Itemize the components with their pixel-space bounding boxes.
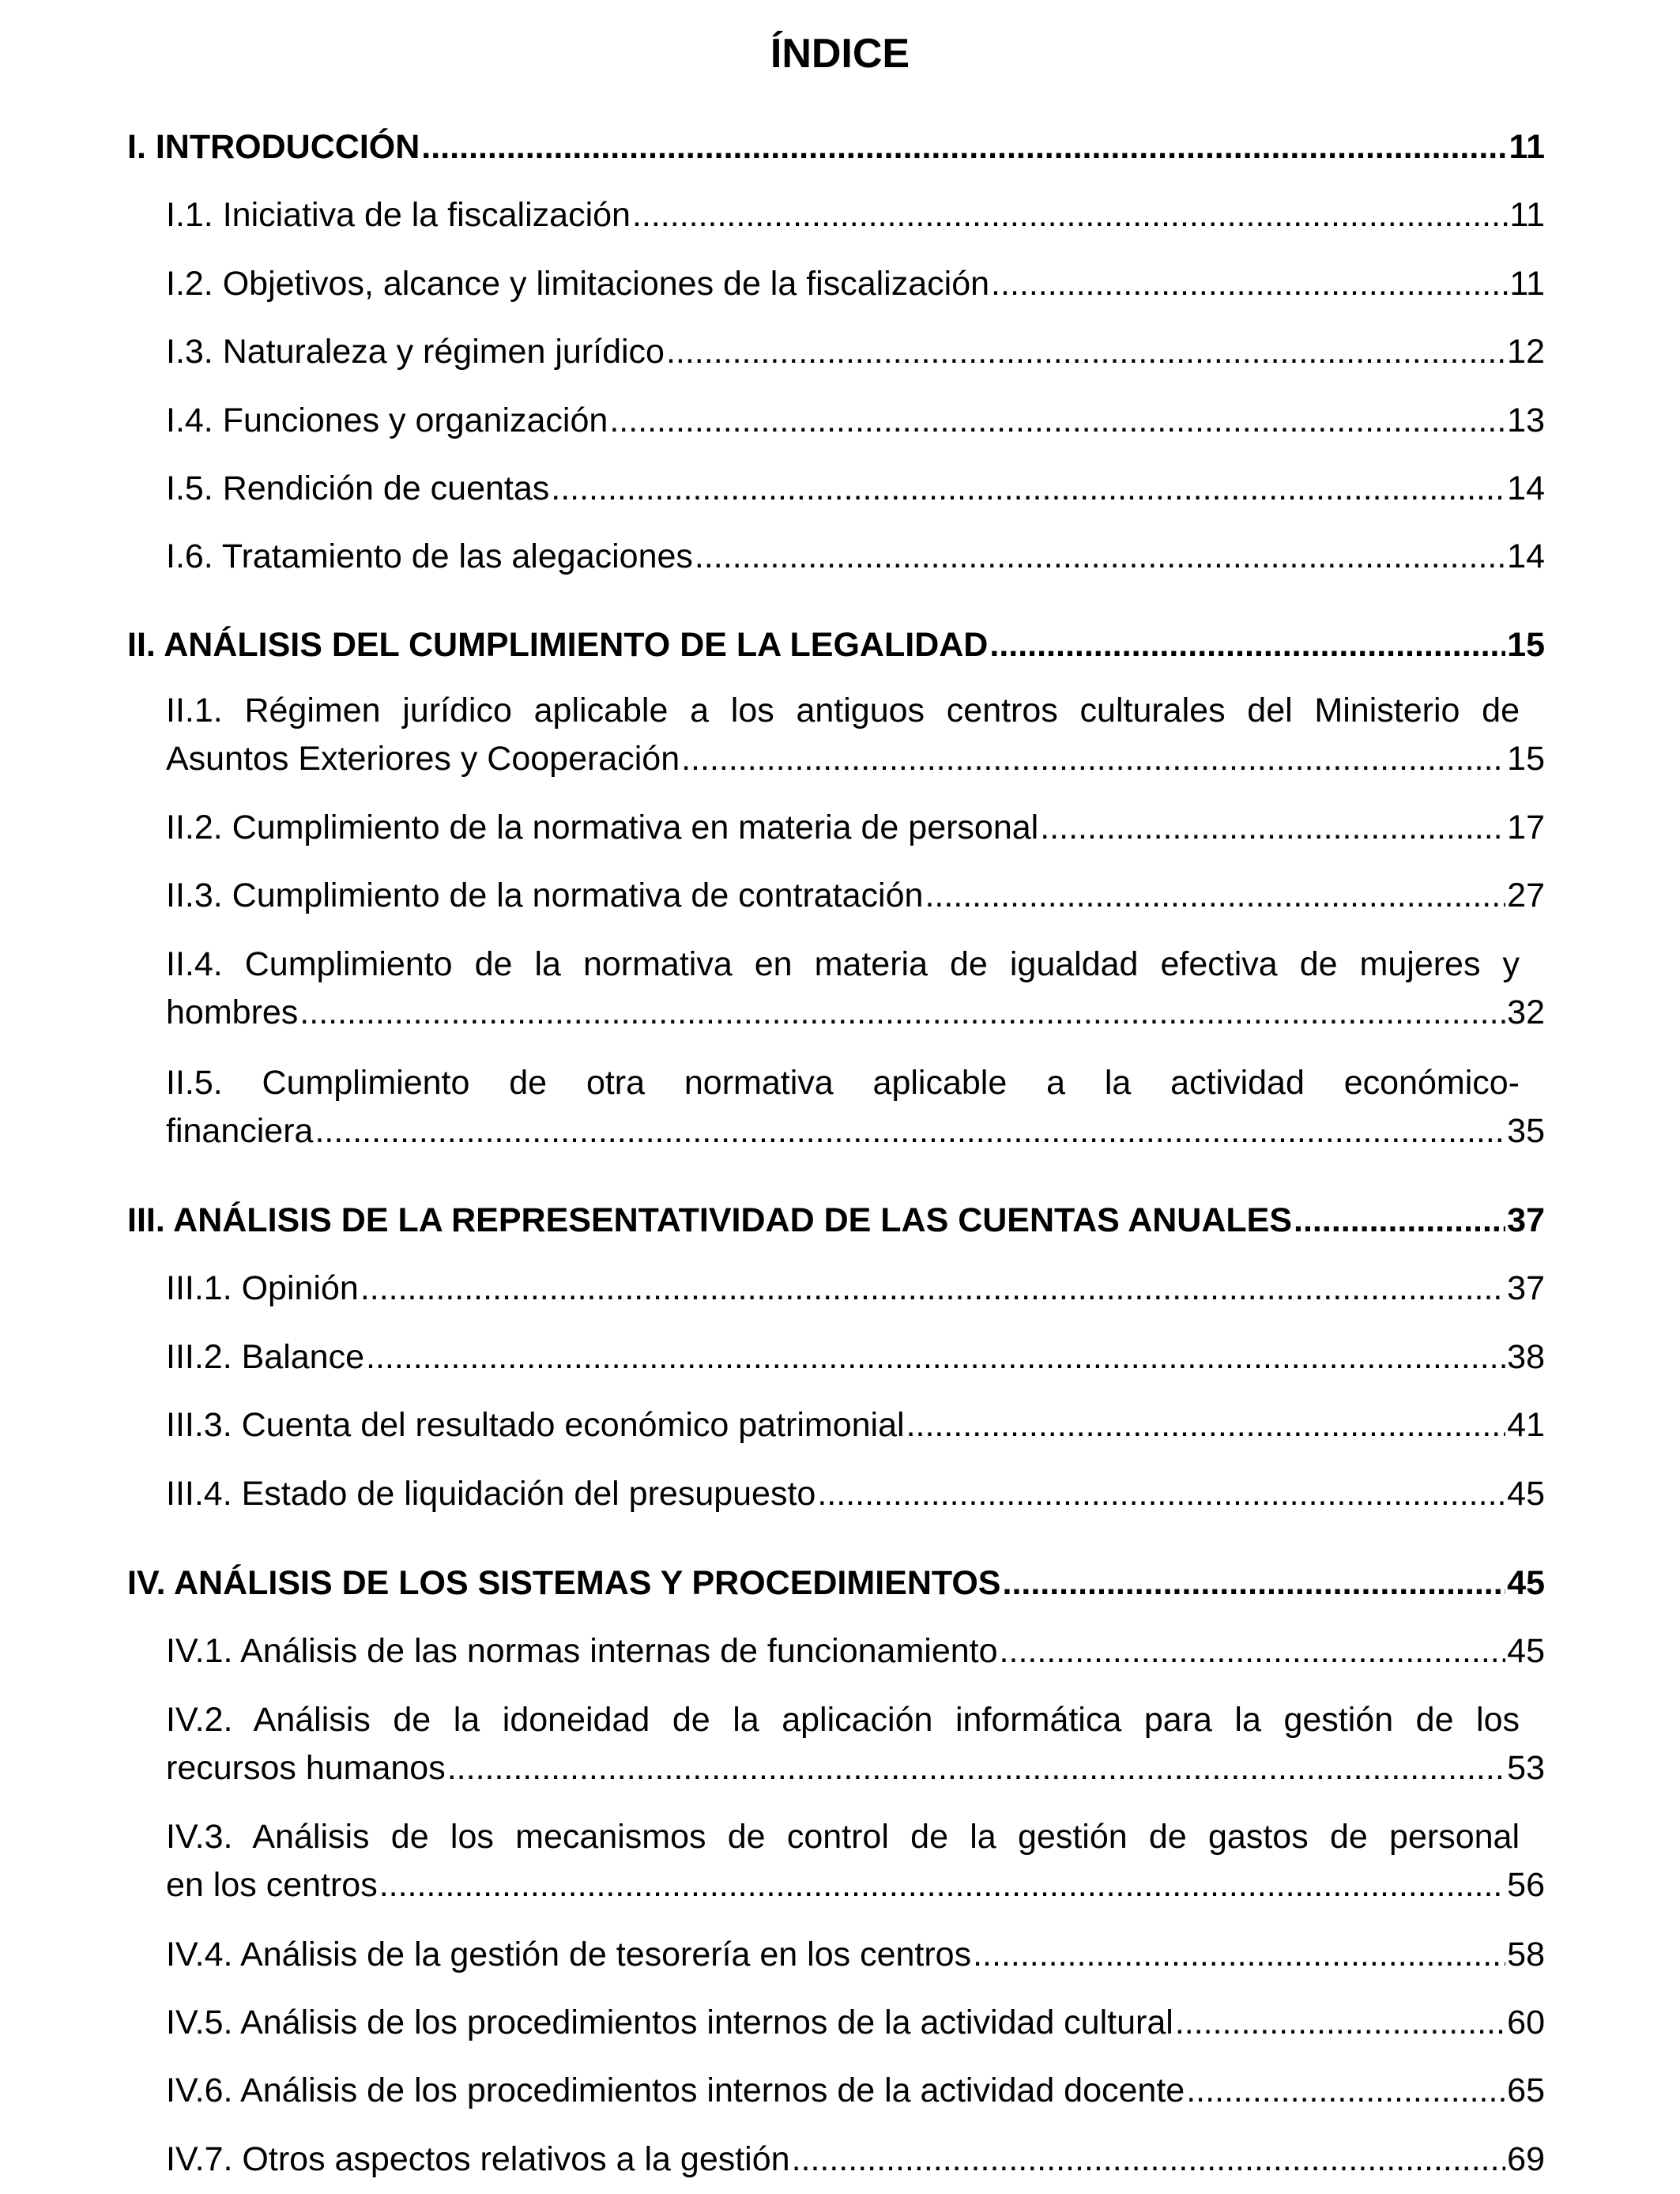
leader-dots <box>925 872 1505 920</box>
toc-subsection-4-7[interactable] <box>166 2136 1545 2184</box>
leader-dots <box>906 1401 1506 1449</box>
toc-subsection-4-5[interactable] <box>166 1999 1545 2047</box>
toc-entry-page: 17 <box>1507 809 1545 846</box>
toc-entry-label: recursos humanos <box>166 1749 446 1787</box>
toc-subsection-1-6[interactable] <box>166 533 1545 581</box>
toc-entry-page: 37 <box>1507 1269 1545 1307</box>
toc-entry-page: 45 <box>1507 1564 1545 1602</box>
toc-entry-page: 12 <box>1507 333 1545 371</box>
toc-entry-page: 13 <box>1507 401 1545 439</box>
toc-entry-label: hombres <box>166 993 299 1031</box>
leader-dots <box>973 1931 1505 1979</box>
toc-entry-page: 45 <box>1507 1475 1545 1513</box>
toc-entry-label: III.2. Balance <box>166 1338 364 1376</box>
toc-entry-page: 37 <box>1507 1201 1545 1239</box>
toc-subsection-1-2[interactable] <box>166 260 1545 308</box>
toc-entry-page: 32 <box>1507 993 1545 1031</box>
toc-entry-label: III.3. Cuenta del resultado económico patrimonial <box>166 1406 905 1444</box>
leader-dots <box>315 1107 1505 1155</box>
toc-entry-label: IV.4. Análisis de la gestión de tesorería en los centros <box>166 1936 972 1973</box>
toc-entry-label: IV.7. Otros aspectos relativos a la gestión <box>166 2140 790 2178</box>
toc-entry-page: 41 <box>1507 1406 1545 1444</box>
toc-section-1[interactable] <box>127 123 1545 172</box>
toc-entry-first-line: II.5. Cumplimiento de otra normativa aplicable a la actividad económico- <box>166 1064 1520 1102</box>
toc-subsection-2-3[interactable] <box>166 872 1545 920</box>
leader-dots <box>1000 1627 1506 1676</box>
toc-entry-first-line: II.4. Cumplimiento de la normativa en materia de igualdad efectiva de mujeres y <box>166 945 1520 983</box>
toc-entry-first-line: IV.2. Análisis de la idoneidad de la aplicación informática para la gestión de los <box>166 1701 1520 1739</box>
leader-dots <box>991 260 1508 308</box>
leader-dots <box>299 989 1505 1037</box>
toc-entry-label: II. ANÁLISIS DEL CUMPLIMIENTO DE LA LEGALIDAD <box>127 626 989 664</box>
toc-entry-page: 11 <box>1509 265 1545 303</box>
toc-entry-page: 14 <box>1507 537 1545 575</box>
toc-subsection-3-4[interactable] <box>166 1470 1545 1518</box>
leader-dots <box>817 1470 1505 1518</box>
toc-entry-label: I.4. Funciones y organización <box>166 401 608 439</box>
toc-entry-page: 27 <box>1507 876 1545 914</box>
toc-entry-page: 14 <box>1507 469 1545 507</box>
toc-subsection-1-3[interactable] <box>166 328 1545 376</box>
toc-subsection-3-2[interactable] <box>166 1333 1545 1382</box>
toc-entry-label: III.1. Opinión <box>166 1269 359 1307</box>
toc-entry-label: III.4. Estado de liquidación del presupuesto <box>166 1475 816 1513</box>
toc-entry-label: Asuntos Exteriores y Cooperación <box>166 740 680 778</box>
toc-entry-page: 35 <box>1507 1112 1545 1150</box>
page-title: ÍNDICE <box>770 31 910 77</box>
leader-dots <box>681 735 1505 783</box>
toc-subsection-4-2[interactable] <box>166 1696 1545 1793</box>
leader-dots <box>632 191 1508 239</box>
toc-subsection-4-3[interactable] <box>166 1813 1545 1909</box>
toc-entry-page: 58 <box>1507 1936 1545 1973</box>
toc-subsection-2-4[interactable] <box>166 941 1545 1037</box>
toc-entry-label: II.3. Cumplimiento de la normativa de contratación <box>166 876 924 914</box>
toc-subsection-3-3[interactable] <box>166 1401 1545 1449</box>
leader-dots <box>609 397 1505 445</box>
toc-entry-page: 15 <box>1507 740 1545 778</box>
toc-entry-page: 65 <box>1507 2071 1545 2109</box>
leader-dots <box>1186 2067 1505 2115</box>
toc-entry-label: I.6. Tratamiento de las alegaciones <box>166 537 693 575</box>
toc-subsection-2-1[interactable] <box>166 687 1545 783</box>
leader-dots <box>989 621 1505 669</box>
toc-entry-page: 60 <box>1507 2004 1545 2041</box>
leader-dots <box>1175 1999 1505 2047</box>
toc-entry-label: I.3. Naturaleza y régimen jurídico <box>166 333 665 371</box>
toc-subsection-1-5[interactable] <box>166 465 1545 513</box>
toc-section-4[interactable] <box>127 1559 1545 1608</box>
toc-entry-label: II.2. Cumplimiento de la normativa en materia de personal <box>166 809 1039 846</box>
toc-entry-label: IV.6. Análisis de los procedimientos internos de la actividad docente <box>166 2071 1185 2109</box>
toc-section-3[interactable] <box>127 1197 1545 1245</box>
toc-subsection-4-4[interactable] <box>166 1931 1545 1979</box>
leader-dots <box>1003 1559 1506 1608</box>
toc-entry-label: III. ANÁLISIS DE LA REPRESENTATIVIDAD DE LAS CUENTAS ANUALES <box>127 1201 1293 1239</box>
toc-section-2[interactable] <box>127 621 1545 669</box>
toc-entry-first-line: II.1. Régimen jurídico aplicable a los antiguos centros culturales del Ministerio de <box>166 692 1520 729</box>
toc-entry-label: en los centros <box>166 1866 378 1904</box>
toc-subsection-2-5[interactable] <box>166 1059 1545 1155</box>
toc-entry-page: 45 <box>1507 1632 1545 1670</box>
toc-entry-page: 56 <box>1507 1866 1545 1904</box>
toc-entry-page: 38 <box>1507 1338 1545 1376</box>
toc-entry-label: I.2. Objetivos, alcance y limitaciones de la fiscalización <box>166 265 990 303</box>
toc-entry-label: IV. ANÁLISIS DE LOS SISTEMAS Y PROCEDIMIENTOS <box>127 1564 1001 1602</box>
toc-entry-page: 15 <box>1507 626 1545 664</box>
toc-entry-first-line: IV.3. Análisis de los mecanismos de control de la gestión de gastos de personal <box>166 1818 1520 1856</box>
toc-subsection-1-4[interactable] <box>166 397 1545 445</box>
leader-dots <box>447 1744 1505 1793</box>
toc-entry-page: 11 <box>1509 128 1545 166</box>
toc-entry-label: I.1. Iniciativa de la fiscalización <box>166 196 631 234</box>
leader-dots <box>379 1861 1505 1909</box>
toc-entry-page: 53 <box>1507 1749 1545 1787</box>
leader-dots <box>1294 1197 1505 1245</box>
toc-entry-label: I. INTRODUCCIÓN <box>127 128 420 166</box>
leader-dots <box>792 2136 1506 2184</box>
leader-dots <box>421 123 1507 172</box>
leader-dots <box>695 533 1505 581</box>
toc-entry-label: IV.5. Análisis de los procedimientos internos de la actividad cultural <box>166 2004 1173 2041</box>
toc-subsection-1-1[interactable] <box>166 191 1545 239</box>
leader-dots <box>666 328 1505 376</box>
leader-dots <box>366 1333 1505 1382</box>
leader-dots <box>1040 804 1505 852</box>
toc-subsection-4-1[interactable] <box>166 1627 1545 1676</box>
toc-subsection-2-2[interactable] <box>166 804 1545 852</box>
toc-entry-page: 11 <box>1509 196 1545 234</box>
toc-entry-label: IV.1. Análisis de las normas internas de funcionamiento <box>166 1632 998 1670</box>
toc-entry-label: I.5. Rendición de cuentas <box>166 469 550 507</box>
leader-dots <box>551 465 1505 513</box>
toc-subsection-3-1[interactable] <box>166 1265 1545 1313</box>
toc-entry-page: 69 <box>1507 2140 1545 2178</box>
leader-dots <box>360 1265 1505 1313</box>
toc-subsection-4-6[interactable] <box>166 2067 1545 2115</box>
toc-entry-label: financiera <box>166 1112 314 1150</box>
